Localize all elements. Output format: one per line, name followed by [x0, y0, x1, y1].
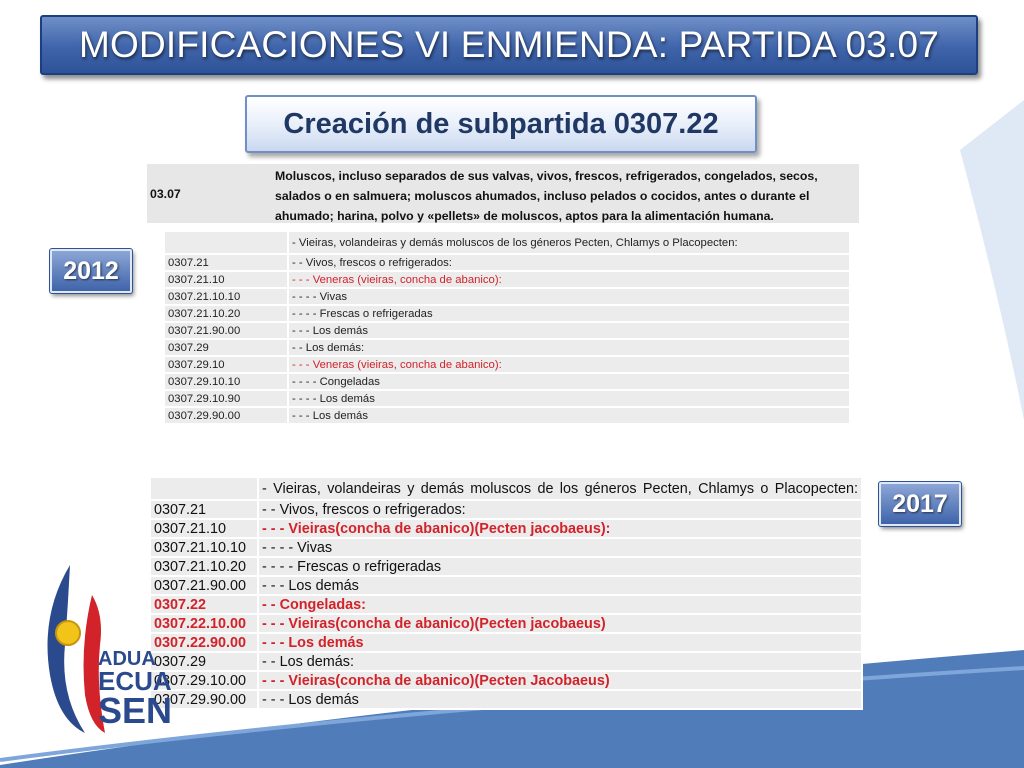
tariff-description-cell: - - - - Congeladas: [288, 373, 850, 390]
slide-subtitle: Creación de subpartida 0307.22: [245, 95, 757, 153]
tariff-description-cell: - - - - Frescas o refrigeradas: [288, 305, 850, 322]
table-row: [164, 305, 850, 322]
table-row: [150, 671, 862, 690]
tariff-description-cell: - - - - Frescas o refrigeradas: [258, 557, 862, 576]
table-row: [150, 576, 862, 595]
tariff-code-cell: 0307.21.90.00: [150, 576, 258, 595]
heading-0307-row: [147, 164, 859, 223]
tariff-code-cell: 0307.21: [164, 254, 288, 271]
tariff-code-cell: 0307.29.10: [164, 356, 288, 373]
heading-code: 03.07: [150, 186, 181, 201]
tariff-code-cell: 0307.21.10.10: [164, 288, 288, 305]
tariff-description-cell: - - Los demás:: [258, 652, 862, 671]
tariff-code-cell: 0307.22.10.00: [150, 614, 258, 633]
slide-title: MODIFICACIONES VI ENMIENDA: PARTIDA 03.07: [40, 15, 978, 75]
tariff-code-cell: [164, 231, 288, 254]
logo-text-line2: ECUA: [98, 666, 172, 696]
tariff-code-cell: 0307.29: [164, 339, 288, 356]
table-row: [150, 633, 862, 652]
tariff-description-cell: - Vieiras, volandeiras y demás moluscos de los géneros Pecten, Chlamys o Placopecten:: [258, 477, 862, 500]
table-2017: [149, 476, 863, 710]
tariff-description-cell: - Vieiras, volandeiras y demás moluscos de los géneros Pecten, Chlamys o Placopecten:: [288, 231, 850, 254]
table-row: [150, 652, 862, 671]
tariff-code-cell: 0307.29.10.10: [164, 373, 288, 390]
tariff-description-cell: - - - Vieiras(concha de abanico)(Pecten jacobaeus): [258, 614, 862, 633]
table-row: [150, 500, 862, 519]
tariff-description-cell: - - - Vieiras(concha de abanico)(Pecten jacobaeus):: [258, 519, 862, 538]
year-2012-badge: 2012: [50, 249, 132, 293]
tariff-code-cell: 0307.22: [150, 595, 258, 614]
tariff-code-cell: 0307.21.90.00: [164, 322, 288, 339]
tariff-code-cell: 0307.22.90.00: [150, 633, 258, 652]
table-row: [150, 614, 862, 633]
table-row: [164, 339, 850, 356]
table-row: [164, 407, 850, 424]
tariff-description-cell: - - - - Vivas: [288, 288, 850, 305]
tariff-description-cell: - - - - Vivas: [258, 538, 862, 557]
tariff-description-cell: - - Los demás:: [288, 339, 850, 356]
tariff-code-cell: 0307.29: [150, 652, 258, 671]
logo-text-line1: ADUA: [98, 648, 156, 670]
tariff-code-cell: 0307.29.90.00: [164, 407, 288, 424]
table-2012: [163, 230, 851, 425]
table-row: [164, 288, 850, 305]
year-2017-badge: 2017: [879, 482, 961, 526]
tariff-code-cell: [150, 477, 258, 500]
tariff-code-cell: 0307.21.10: [150, 519, 258, 538]
tariff-code-cell: 0307.29.10.90: [164, 390, 288, 407]
table-row: [164, 322, 850, 339]
tariff-description-cell: - - - - Los demás: [288, 390, 850, 407]
tariff-description-cell: - - - Los demás: [258, 576, 862, 595]
tariff-code-cell: 0307.21.10.20: [164, 305, 288, 322]
tariff-description-cell: - - - Los demás: [288, 407, 850, 424]
tariff-description-cell: - - Vivos, frescos o refrigerados:: [288, 254, 850, 271]
tariff-description-cell: - - - Los demás: [288, 322, 850, 339]
tariff-description-cell: - - - Veneras (vieiras, concha de abanico):: [288, 356, 850, 373]
tariff-code-cell: 0307.21.10.20: [150, 557, 258, 576]
tariff-description-cell: - - - Vieiras(concha de abanico)(Pecten Jacobaeus): [258, 671, 862, 690]
tariff-description-cell: - - - Los demás: [258, 633, 862, 652]
tariff-code-cell: 0307.21.10.10: [150, 538, 258, 557]
tariff-code-cell: 0307.29.10.00: [150, 671, 258, 690]
tariff-code-cell: 0307.21: [150, 500, 258, 519]
tariff-code-cell: 0307.29.90.00: [150, 690, 258, 709]
logo-text-line3: SEN: [98, 690, 173, 731]
table-row: [150, 477, 862, 500]
tariff-description-cell: - - - Los demás: [258, 690, 862, 709]
tariff-description-cell: - - - Veneras (vieiras, concha de abanico):: [288, 271, 850, 288]
tariff-code-cell: 0307.21.10: [164, 271, 288, 288]
tariff-description-cell: - - Vivos, frescos o refrigerados:: [258, 500, 862, 519]
table-row: [164, 231, 850, 254]
table-row: [164, 356, 850, 373]
table-row: [164, 254, 850, 271]
tariff-description-cell: - - Congeladas:: [258, 595, 862, 614]
table-row: [150, 519, 862, 538]
table-row: [150, 690, 862, 709]
table-row: [150, 557, 862, 576]
heading-description: Moluscos, incluso separados de sus valvas, vivos, frescos, refrigerados, congelados, secos, salados o en salmuera; moluscos ahumados, incluso pelados o cocidos, antes o durante el ahumado; harina, polvo y «pellets» de moluscos, aptos para la alimentación humana.: [275, 169, 818, 223]
table-row: [150, 538, 862, 557]
table-row: [164, 390, 850, 407]
table-row: [164, 271, 850, 288]
table-row: [164, 373, 850, 390]
table-row: [150, 595, 862, 614]
